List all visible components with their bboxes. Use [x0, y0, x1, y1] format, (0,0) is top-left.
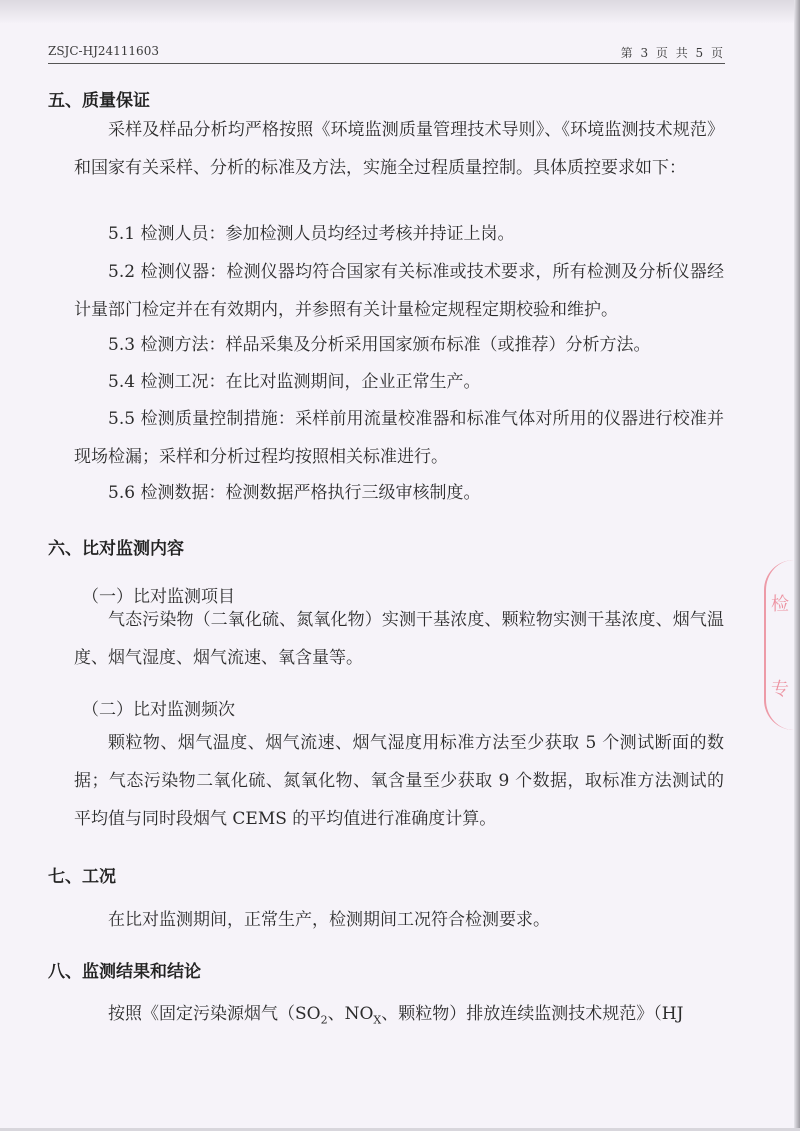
section-5-title: 五、质量保证 [48, 91, 150, 111]
section-7-title: 七、工况 [48, 867, 116, 887]
qc-item-5-2: 5.2 检测仪器：检测仪器均符合国家有关标准或技术要求，所有检测及分析仪器经计量部门检定并在有效期内，并参照有关计量检定规程定期校验和维护。 [74, 262, 724, 320]
stamp-char-1: 检 [771, 593, 789, 615]
page-header [48, 44, 725, 61]
red-seal-stamp [764, 560, 794, 730]
qc-item-5-5: 5.5 检测质量控制措施：采样前用流量校准器和标准气体对所用的仪器进行校准并现场检漏；采样和分析过程均按照相关标准进行。 [74, 409, 724, 467]
page-indicator: 第 3 页 共 5 页 [620, 46, 725, 60]
qc-item-5-3: 5.3 检测方法：样品采集及分析采用国家颁布标准（或推荐）分析方法。 [108, 335, 651, 355]
section-8-text: 按照《固定污染源烟气（$SO_2$、$NO_X$、颗粒物）排放连续监测技术规范》（HJ [108, 1004, 684, 1027]
scan-right-edge [794, 0, 800, 1131]
section-6-sub1-text: 气态污染物（二氧化硫、氮氧化物）实测干基浓度、颗粒物实测干基浓度、烟气温度、烟气湿度、烟气流速、氧含量等。 [74, 610, 724, 668]
qc-item-5-4: 5.4 检测工况：在比对监测期间，企业正常生产。 [108, 372, 481, 392]
qc-item-5-6: 5.6 检测数据：检测数据严格执行三级审核制度。 [108, 483, 481, 503]
section-7-text: 在比对监测期间，正常生产，检测期间工况符合检测要求。 [108, 910, 550, 930]
stamp-char-2: 专 [771, 678, 789, 700]
section-6-sub1-title: （一）比对监测项目 [82, 587, 235, 607]
qc-item-5-1: 5.1 检测人员：参加检测人员均经过考核并持证上岗。 [108, 224, 515, 244]
scan-top-shadow [0, 0, 800, 24]
header-divider [48, 63, 725, 64]
section-6-sub2-title: （二）比对监测频次 [82, 700, 235, 720]
section-5-intro: 采样及样品分析均严格按照《环境监测质量管理技术导则》、《环境监测技术规范》和国家有关采样、分析的标准及方法，实施全过程质量控制。具体质控要求如下： [74, 120, 724, 178]
section-6-sub2-text: 颗粒物、烟气温度、烟气流速、烟气湿度用标准方法至少获取 5 个测试断面的数据；气态污染物二氧化硫、氮氧化物、氧含量至少获取 9 个数据，取标准方法测试的平均值与同时段烟气 CEMS 的平均值进行准确度计算。 [74, 733, 724, 829]
section-6-title: 六、比对监测内容 [48, 539, 184, 559]
doc-number: ZSJC-HJ24111603 [48, 44, 159, 58]
section-8-title: 八、监测结果和结论 [48, 962, 201, 982]
